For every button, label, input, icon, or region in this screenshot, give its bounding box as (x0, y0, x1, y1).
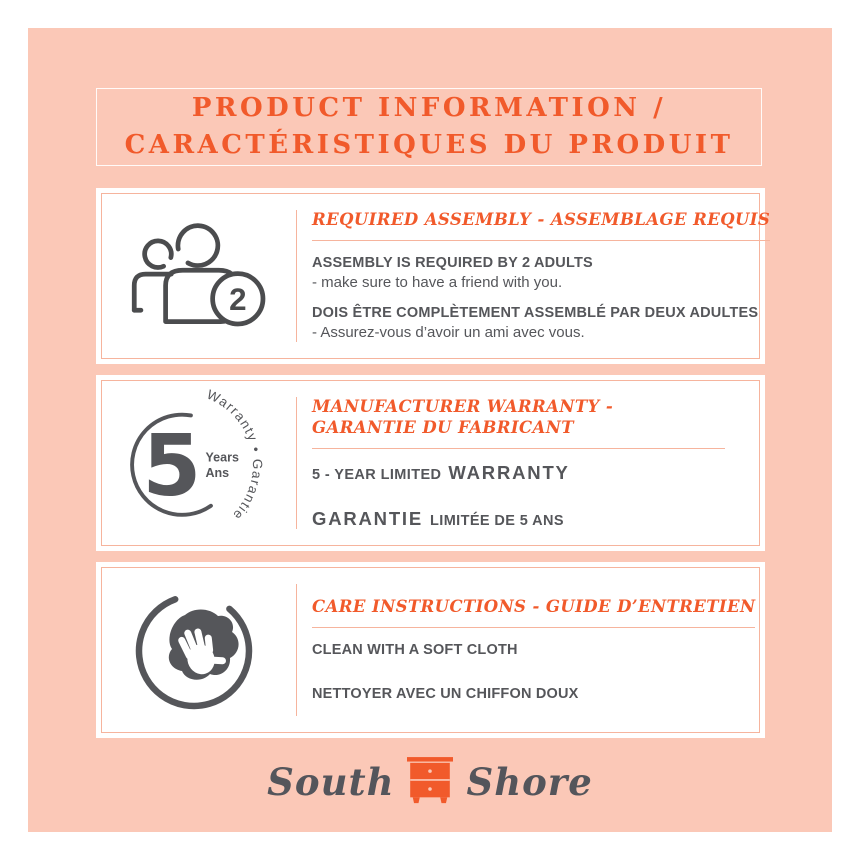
assembly-text-en-bold: ASSEMBLY IS REQUIRED BY 2 ADULTS (312, 255, 593, 271)
warranty-icon-area (96, 375, 296, 551)
care-icon-area (96, 562, 296, 738)
warranty-heading-line-1: MANUFACTURER WARRANTY - (312, 397, 614, 416)
assembly-text-en-note: - make sure to have a friend with you. (312, 274, 563, 291)
adults-count-badge: 2 (229, 282, 247, 318)
logo-word-shore: Shore (466, 760, 593, 804)
assembly-text-fr-bold: DOIS ÊTRE COMPLÈTEMENT ASSEMBLÉ PAR DEUX ADULTES (312, 305, 759, 321)
south-shore-logo (28, 754, 832, 810)
assembly-icon-area (96, 188, 296, 364)
care-heading-rule (312, 627, 755, 628)
care-text-en: CLEAN WITH A SOFT CLOTH (312, 642, 518, 658)
cleaning-cloth-hand-icon (129, 585, 263, 715)
assembly-heading: REQUIRED ASSEMBLY - ASSEMBLAGE REQUIS (312, 210, 771, 229)
assembly-heading-rule (312, 240, 770, 241)
warranty-curved-text: Warranty • Garantie (204, 386, 265, 524)
warranty-text-en-big: WARRANTY (448, 462, 570, 483)
warranty-years-label-en: Years (205, 450, 239, 465)
warranty-heading-line-2: GARANTIE DU FABRICANT (312, 418, 574, 437)
assembly-text-fr-note: - Assurez-vous d’avoir un ami avec vous. (312, 324, 585, 341)
care-section (96, 562, 765, 738)
page-title-line-1: PRODUCT INFORMATION / (191, 93, 667, 123)
care-text-fr: NETTOYER AVEC UN CHIFFON DOUX (312, 686, 579, 702)
warranty-text-fr-big: GARANTIE (312, 508, 424, 529)
warranty-heading-rule (312, 448, 725, 449)
infographic-board (28, 28, 832, 832)
five-year-warranty-icon (120, 385, 272, 541)
warranty-text-en (312, 462, 725, 484)
warranty-years-number: 5 (142, 415, 202, 515)
assembly-section (96, 188, 771, 364)
nightstand-icon (407, 757, 453, 807)
title-box (96, 88, 762, 166)
warranty-section (96, 375, 765, 551)
logo-word-south: South (267, 760, 395, 804)
warranty-years-label-fr: Ans (205, 465, 230, 480)
two-adults-icon (120, 215, 272, 337)
warranty-text-en-small: 5 - YEAR LIMITED (312, 467, 442, 483)
warranty-text-fr (312, 508, 725, 530)
warranty-text-fr-small: LIMITÉE DE 5 ANS (430, 513, 564, 529)
care-heading: CARE INSTRUCTIONS - GUIDE D’ENTRETIEN (312, 597, 756, 616)
page-title-line-2: CARACTÉRISTIQUES DU PRODUIT (124, 130, 734, 160)
